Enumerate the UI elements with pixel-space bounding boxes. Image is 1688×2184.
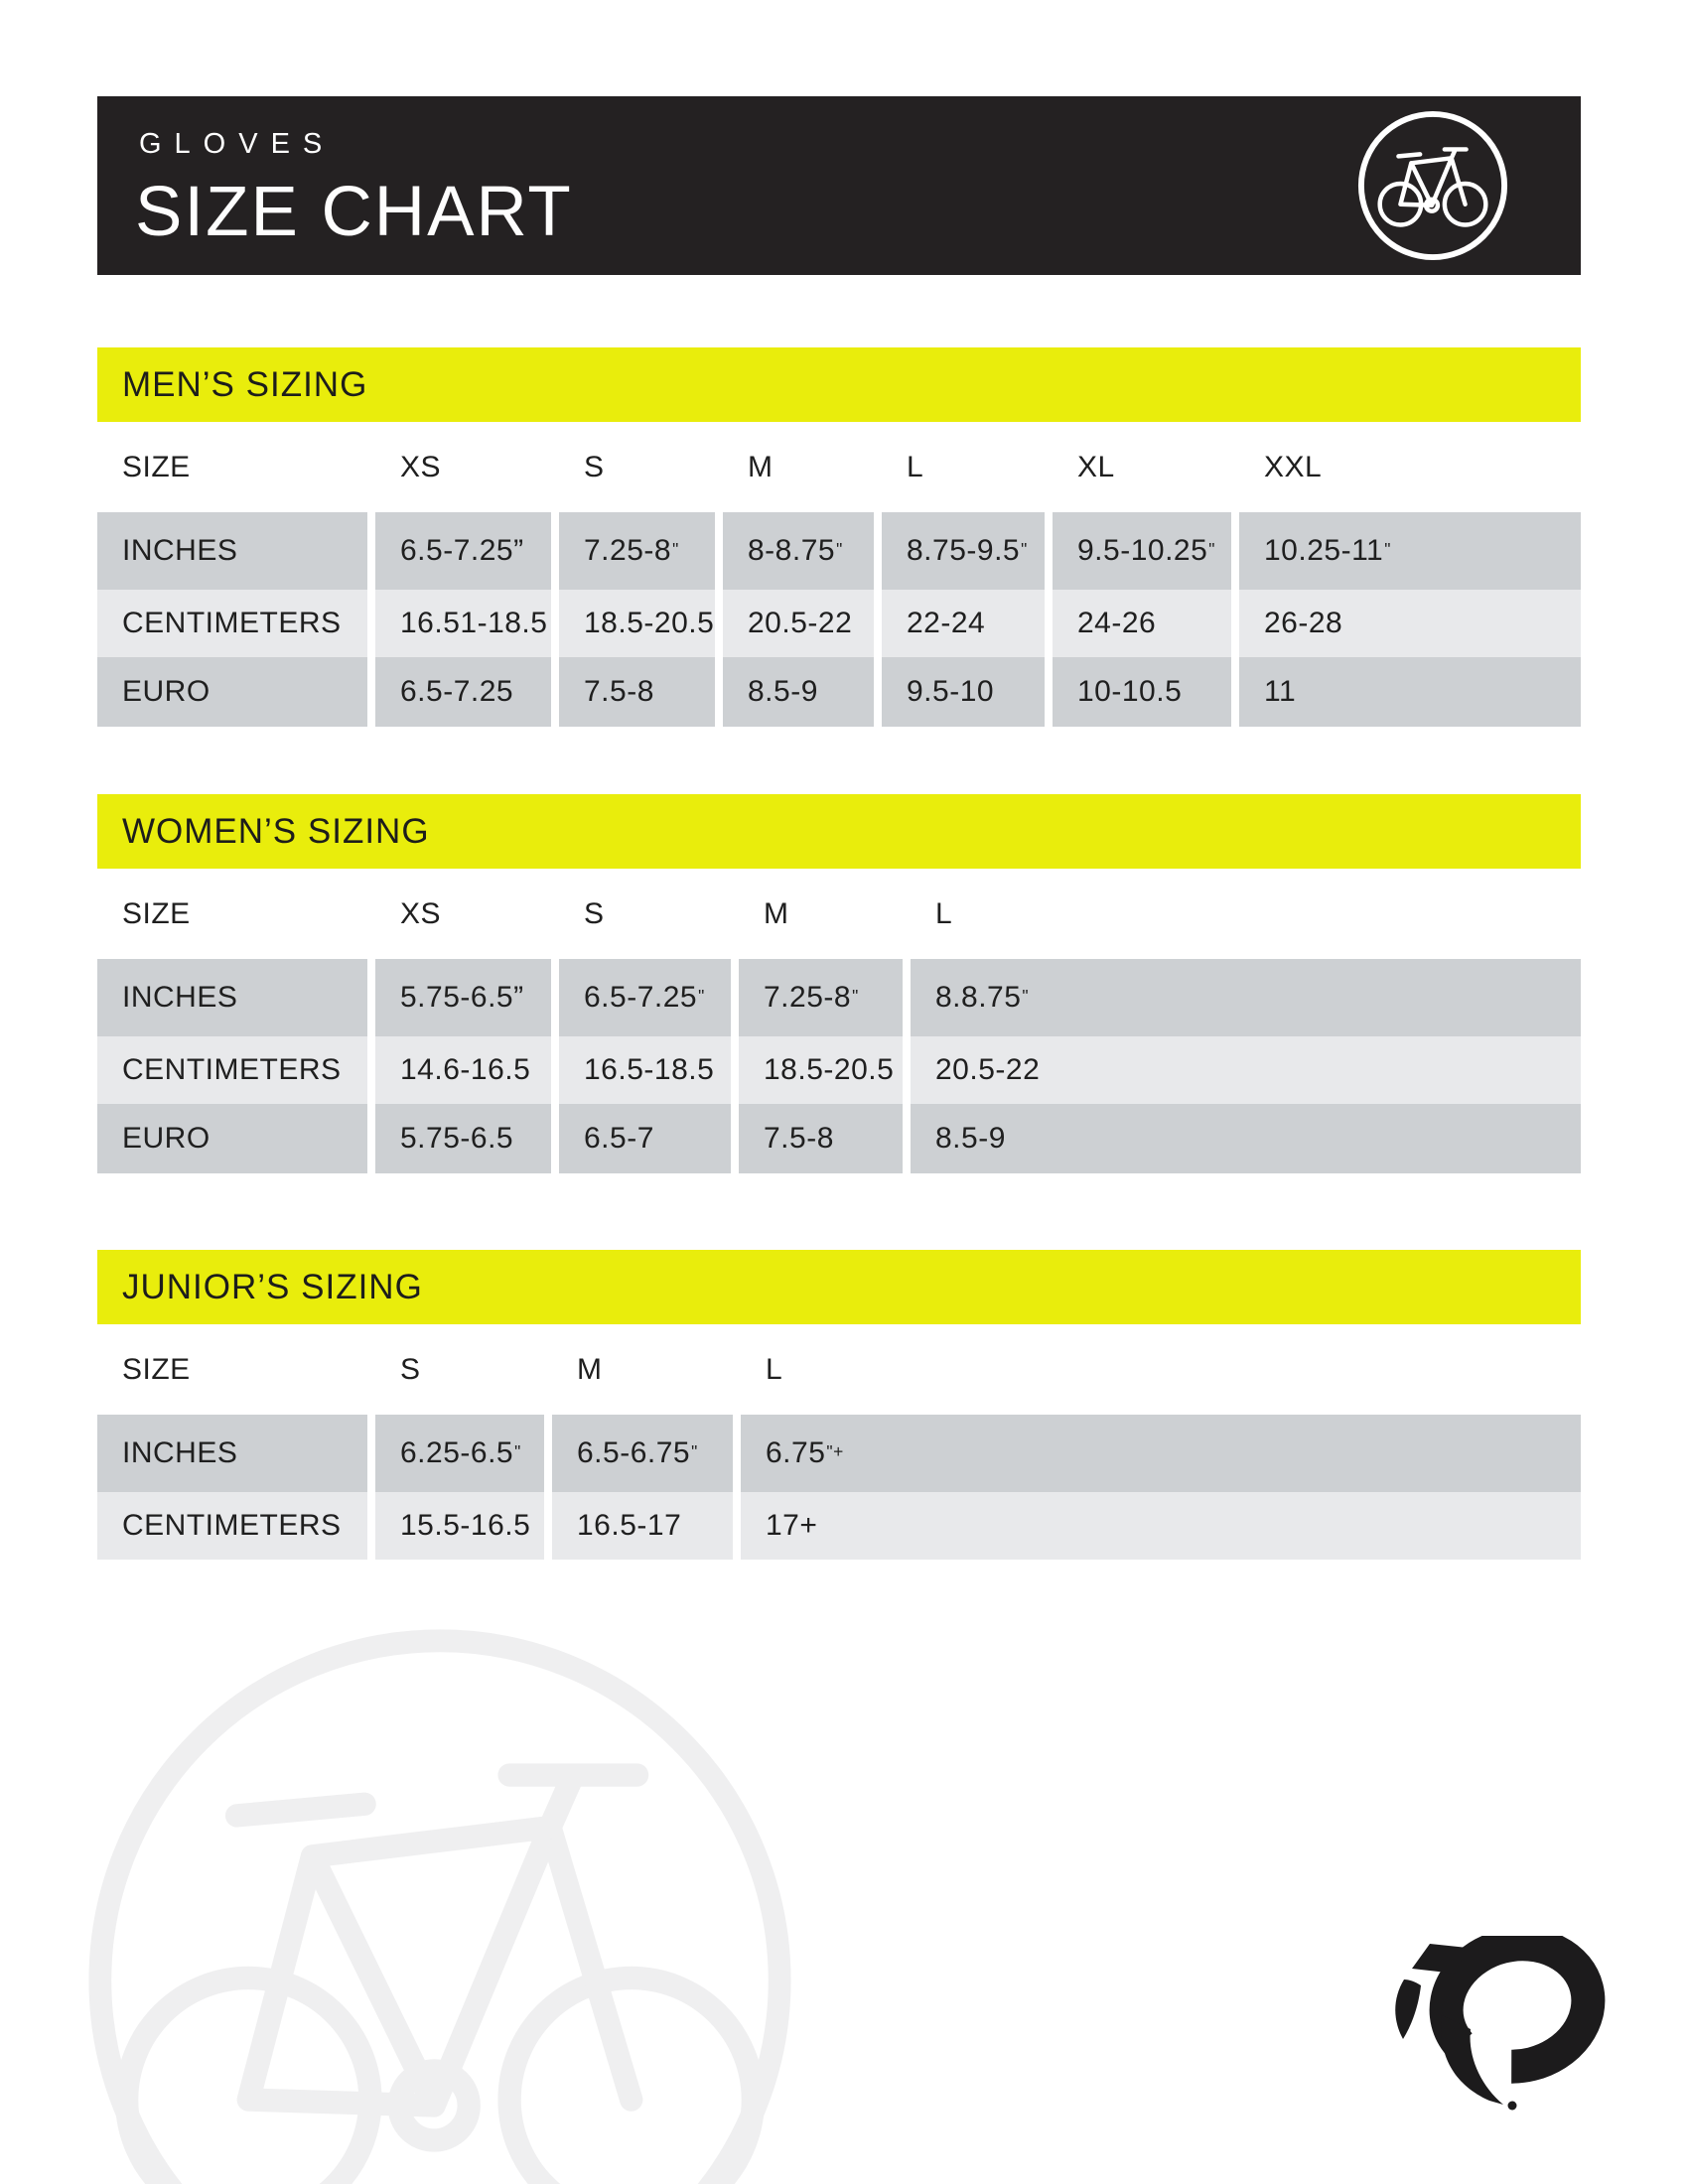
size-col-header: XL xyxy=(1077,450,1115,483)
value-cell: 6.5-7.25 " xyxy=(559,959,731,1036)
size-col-header: L xyxy=(766,1352,783,1386)
size-row-label: SIZE xyxy=(122,450,191,483)
table-row-euro xyxy=(97,1104,1581,1173)
pearl-izumi-logo xyxy=(1390,1936,1611,2115)
value-cell: 16.51-18.5 xyxy=(375,590,551,657)
size-col-header: M xyxy=(577,1352,603,1386)
juniors-sizing-table xyxy=(97,1324,1581,1560)
value-cell: 10.25-11 " xyxy=(1239,512,1581,590)
size-col-header: S xyxy=(400,1352,421,1386)
value-cell: 8.5-9 xyxy=(723,657,874,727)
size-header-row xyxy=(97,1324,1581,1415)
womens-sizing-section xyxy=(97,794,1581,1173)
header-eyebrow: GLOVES xyxy=(139,128,336,160)
size-col-header: S xyxy=(584,896,605,930)
value-cell: 16.5-17 xyxy=(552,1492,733,1560)
section-title-bar xyxy=(97,1250,1581,1324)
value-cell: 7.5-8 xyxy=(739,1104,903,1173)
value-cell: 6.5-7 xyxy=(559,1104,731,1173)
table-row-inches xyxy=(97,1415,1581,1492)
section-title: WOMEN’S SIZING xyxy=(122,811,430,851)
value-cell: 8-8.75 " xyxy=(723,512,874,590)
size-col-header: S xyxy=(584,450,605,483)
section-title: MEN’S SIZING xyxy=(122,364,368,404)
value-cell: 6.75 "+ xyxy=(741,1415,1581,1492)
table-row-centimeters xyxy=(97,590,1581,657)
section-title-bar xyxy=(97,794,1581,869)
row-label: INCHES xyxy=(97,1415,367,1492)
size-row-label: SIZE xyxy=(122,896,191,930)
mens-sizing-table xyxy=(97,422,1581,727)
juniors-sizing-section xyxy=(97,1250,1581,1560)
value-cell: 7.25-8 " xyxy=(739,959,903,1036)
value-cell: 17+ xyxy=(741,1492,1581,1560)
value-cell: 14.6-16.5 xyxy=(375,1036,551,1104)
header-banner xyxy=(97,96,1581,275)
value-cell: 11 xyxy=(1239,657,1581,727)
size-col-header: XXL xyxy=(1264,450,1323,483)
value-cell: 6.5-6.75 " xyxy=(552,1415,733,1492)
value-cell: 8.75-9.5 " xyxy=(882,512,1045,590)
value-cell: 10-10.5 xyxy=(1053,657,1231,727)
size-col-header: XS xyxy=(400,450,442,483)
table-row-centimeters xyxy=(97,1492,1581,1560)
row-label: EURO xyxy=(97,657,367,727)
value-cell: 6.5-7.25” xyxy=(375,512,551,590)
row-label: EURO xyxy=(97,1104,367,1173)
row-label: CENTIMETERS xyxy=(97,590,367,657)
table-row-inches xyxy=(97,512,1581,590)
value-cell: 15.5-16.5 xyxy=(375,1492,544,1560)
bicycle-watermark xyxy=(77,1618,802,2184)
value-cell: 6.25-6.5 " xyxy=(375,1415,544,1492)
value-cell: 7.5-8 xyxy=(559,657,715,727)
mens-sizing-section xyxy=(97,347,1581,727)
value-cell: 20.5-22 xyxy=(911,1036,1581,1104)
value-cell: 8.5-9 xyxy=(911,1104,1581,1173)
size-col-header: XS xyxy=(400,896,442,930)
value-cell: 22-24 xyxy=(882,590,1045,657)
row-label: INCHES xyxy=(97,959,367,1036)
table-row-euro xyxy=(97,657,1581,727)
value-cell: 16.5-18.5 xyxy=(559,1036,731,1104)
size-col-header: M xyxy=(764,896,789,930)
size-row-label: SIZE xyxy=(122,1352,191,1386)
row-label: CENTIMETERS xyxy=(97,1492,367,1560)
table-row-inches xyxy=(97,959,1581,1036)
value-cell: 8.8.75 " xyxy=(911,959,1581,1036)
value-cell: 7.25-8 " xyxy=(559,512,715,590)
value-cell: 18.5-20.5 xyxy=(739,1036,903,1104)
womens-sizing-table xyxy=(97,869,1581,1173)
size-header-row xyxy=(97,422,1581,512)
section-title: JUNIOR’S SIZING xyxy=(122,1267,423,1306)
value-cell: 9.5-10 xyxy=(882,657,1045,727)
row-label: INCHES xyxy=(97,512,367,590)
value-cell: 5.75-6.5” xyxy=(375,959,551,1036)
size-header-row xyxy=(97,869,1581,959)
value-cell: 6.5-7.25 xyxy=(375,657,551,727)
size-col-header: M xyxy=(748,450,774,483)
row-label: CENTIMETERS xyxy=(97,1036,367,1104)
value-cell: 18.5-20.5 xyxy=(559,590,715,657)
value-cell: 24-26 xyxy=(1053,590,1231,657)
bicycle-icon xyxy=(1354,107,1511,264)
table-row-centimeters xyxy=(97,1036,1581,1104)
value-cell: 26-28 xyxy=(1239,590,1581,657)
value-cell: 9.5-10.25 " xyxy=(1053,512,1231,590)
value-cell: 20.5-22 xyxy=(723,590,874,657)
value-cell: 5.75-6.5 xyxy=(375,1104,551,1173)
section-title-bar xyxy=(97,347,1581,422)
size-col-header: L xyxy=(907,450,924,483)
page-title: SIZE CHART xyxy=(135,173,573,251)
size-col-header: L xyxy=(935,896,953,930)
